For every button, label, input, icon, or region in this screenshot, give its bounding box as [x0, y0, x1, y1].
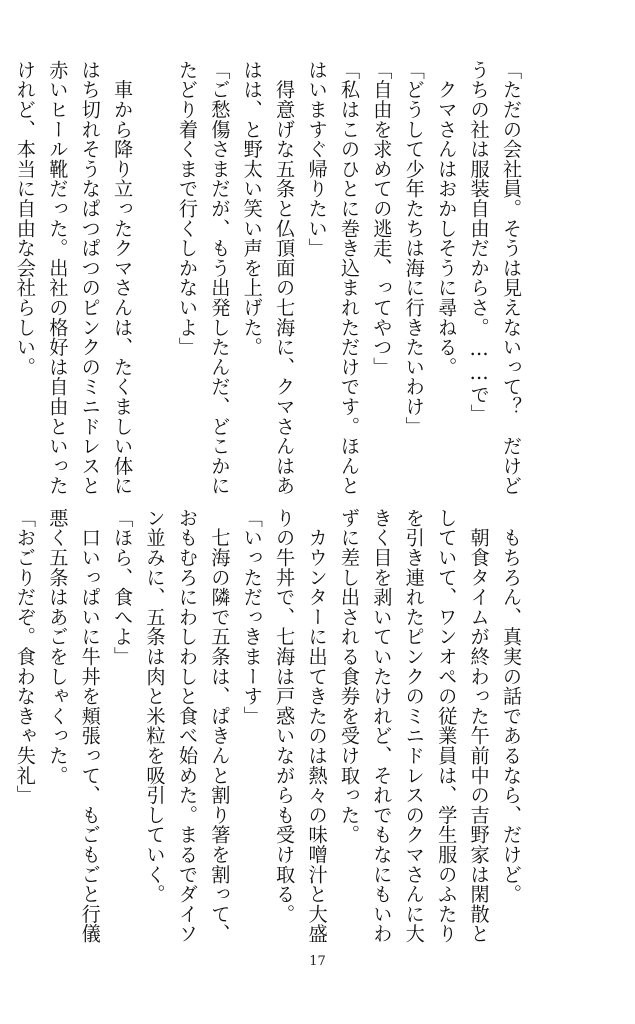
text-line: きく目を剥いていたけれど、それでもなにもいわ: [370, 508, 394, 944]
text-line: はいますぐ帰りたい」: [305, 60, 329, 258]
page-number: 17: [309, 954, 326, 969]
text-line: 悪く五条はあごをしゃくった。: [46, 508, 70, 786]
text-line: 得意げな五条と仏頂面の七海に、クマさんはあ: [273, 60, 297, 496]
text-line: カウンターに出てきたのは熱々の味噌汁と大盛: [305, 508, 329, 944]
text-line: たどり着くまで行くしかないよ」: [175, 60, 199, 357]
text-line: はち切れそうなぱつぱつのピンクのミニドレスと: [78, 60, 102, 496]
text-line: 「自由を求めての逃走、ってやつ」: [370, 60, 394, 377]
text-line: おもむろにわしわしと食べ始めた。まるでダイソ: [175, 508, 199, 944]
text-line: 「ただの会社員。そうは見えないって？ だけど: [500, 60, 523, 496]
text-line: はは、と野太い笑い声を上げた。: [240, 60, 264, 357]
text-line: うちの社は服装自由だからさ。……で」: [467, 60, 491, 424]
text-block-top: [13, 60, 527, 496]
text-line: 朝食タイムが終わった午前中の吉野家は閑散と: [467, 508, 491, 944]
text-line: 口いっぱいに牛丼を頬張って、もごもごと行儀: [78, 508, 102, 944]
text-line: 七海の隣で五条は、ぱきんと割り箸を割って、: [208, 508, 232, 944]
text-line: していて、ワンオペの従業員は、学生服のふたり: [435, 508, 459, 944]
text-line: 車から降り立ったクマさんは、たくましい体に: [111, 60, 135, 496]
text-line: 「ご愁傷さまだが、もう出発したんだ、どこかに: [208, 60, 232, 496]
text-line: もちろん、真実の話であるなら、だけど。: [500, 508, 523, 904]
text-line: クマさんはおかしそうに尋ねる。: [435, 60, 459, 377]
text-block-bottom: [13, 508, 527, 944]
text-line: 赤いヒール靴だった。出社の格好は自由といった: [46, 60, 70, 496]
text-line: けれど、本当に自由な会社らしい。: [13, 60, 37, 377]
text-line: 「どうして少年たちは海に行きたいわけ」: [402, 60, 426, 437]
text-line: 「いっただっきまーす」: [240, 508, 264, 726]
text-line: りの牛丼で、七海は戸惑いながらも受け取る。: [273, 508, 297, 924]
text-line: 「おごりだぞ。食わなきゃ失礼」: [13, 508, 37, 805]
text-line: ずに差し出される食券を受け取った。: [337, 508, 361, 845]
text-line: ン並みに、五条は肉と米粒を吸引していく。: [143, 508, 167, 904]
text-line: を引き連れたピンクのミニドレスのクマさんに大: [402, 508, 426, 944]
blank-line: [138, 60, 170, 455]
text-line: 「ほら、食へよ」: [111, 508, 135, 667]
text-line: 「私はこのひとに巻き込まれただけです。ほんと: [337, 60, 361, 496]
